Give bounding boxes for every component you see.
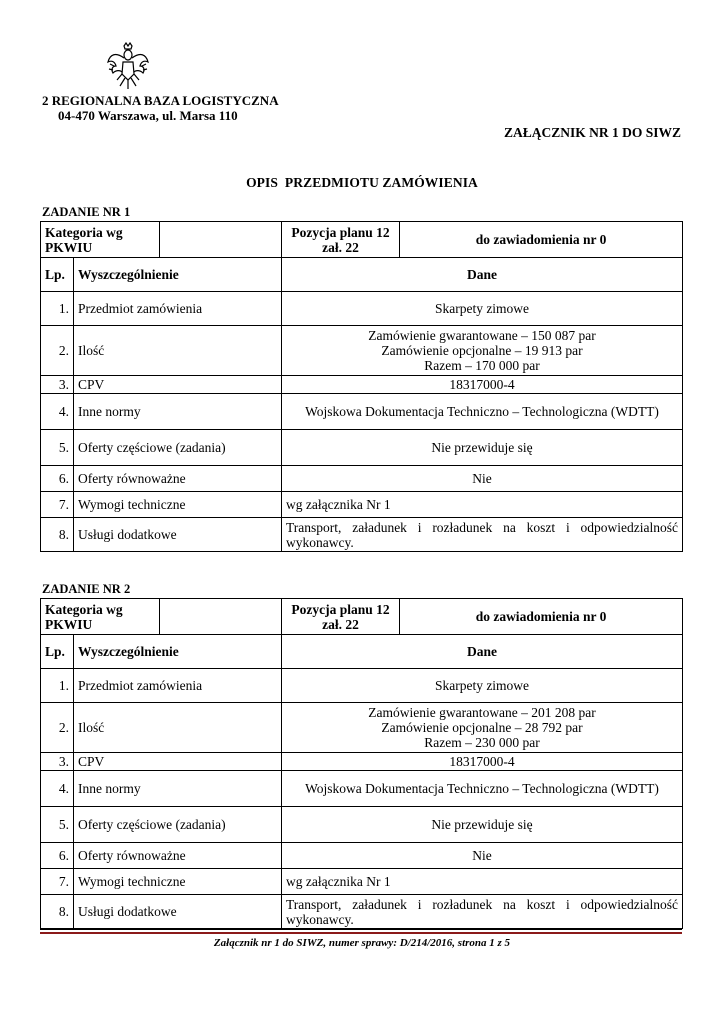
- table-row: [41, 326, 683, 376]
- row-value: 18317000-4: [282, 753, 683, 771]
- table-row: [41, 703, 683, 753]
- row-name: Wymogi techniczne: [74, 869, 282, 895]
- category-value: [160, 599, 282, 635]
- row-name: Inne normy: [74, 771, 282, 807]
- document-title: OPIS PRZEDMIOTU ZAMÓWIENIA: [246, 175, 478, 190]
- row-value: Nie: [282, 843, 683, 869]
- row-value: Skarpety zimowe: [282, 292, 683, 326]
- lp-header: Lp.: [41, 258, 74, 292]
- row-lp: 8.: [41, 895, 74, 929]
- row-value: 18317000-4: [282, 376, 683, 394]
- guaranteed-quantity: Zamówienie gwarantowane – 201 208 par: [368, 705, 596, 720]
- table-row: [41, 869, 683, 895]
- row-name: Przedmiot zamówienia: [74, 292, 282, 326]
- optional-quantity: Zamówienie opcjonalne – 28 792 par: [381, 720, 583, 735]
- data-header: Dane: [282, 635, 683, 669]
- guaranteed-quantity: Zamówienie gwarantowane – 150 087 par: [368, 328, 596, 343]
- table-row: [41, 753, 683, 771]
- table-row: [41, 807, 683, 843]
- row-lp: 7.: [41, 492, 74, 518]
- row-lp: 4.: [41, 771, 74, 807]
- row-name: CPV: [74, 753, 282, 771]
- row-lp: 2.: [41, 703, 74, 753]
- total-quantity: Razem – 170 000 par: [424, 358, 540, 373]
- row-name: Usługi dodatkowe: [74, 518, 282, 552]
- row-value: Nie przewiduje się: [282, 807, 683, 843]
- data-header: Dane: [282, 258, 683, 292]
- plan-position-label: Pozycja planu 12 zał. 22: [282, 599, 400, 635]
- table-row: [41, 466, 683, 492]
- specification-header: Wyszczególnienie: [74, 635, 282, 669]
- row-lp: 3.: [41, 753, 74, 771]
- footer-divider: [40, 929, 682, 930]
- total-quantity: Razem – 230 000 par: [424, 735, 540, 750]
- task-2-label: ZADANIE NR 2: [42, 582, 131, 596]
- row-value: [282, 703, 683, 753]
- task-1-table: [40, 221, 683, 552]
- row-lp: 1.: [41, 292, 74, 326]
- notice-label: do zawiadomienia nr 0: [400, 222, 683, 258]
- row-lp: 2.: [41, 326, 74, 376]
- row-lp: 4.: [41, 394, 74, 430]
- row-name: Przedmiot zamówienia: [74, 669, 282, 703]
- row-value: Wojskowa Dokumentacja Techniczno – Technologiczna (WDTT): [282, 771, 683, 807]
- organization-header: [42, 93, 279, 123]
- specification-header: Wyszczególnienie: [74, 258, 282, 292]
- row-value: [282, 326, 683, 376]
- footer-accent-divider: [40, 932, 682, 934]
- row-lp: 1.: [41, 669, 74, 703]
- optional-quantity: Zamówienie opcjonalne – 19 913 par: [381, 343, 583, 358]
- organization-name: 2 REGIONALNA BAZA LOGISTYCZNA: [42, 93, 279, 108]
- table-row: [41, 771, 683, 807]
- row-value: wg załącznika Nr 1: [282, 492, 683, 518]
- table-row: [41, 492, 683, 518]
- table-row: [41, 843, 683, 869]
- row-value: Wojskowa Dokumentacja Techniczno – Technologiczna (WDTT): [282, 394, 683, 430]
- table-header-row: [41, 222, 683, 258]
- table-row: [41, 895, 683, 929]
- row-name: Oferty częściowe (zadania): [74, 430, 282, 466]
- row-name: CPV: [74, 376, 282, 394]
- plan-position-label: Pozycja planu 12 zał. 22: [282, 222, 400, 258]
- category-label: Kategoria wg PKWIU: [41, 599, 160, 635]
- table-row: [41, 292, 683, 326]
- row-value: Transport, załadunek i rozładunek na koszt i odpowiedzialność wykonawcy.: [282, 518, 683, 552]
- row-lp: 5.: [41, 430, 74, 466]
- polish-eagle-emblem-icon: [106, 42, 150, 92]
- row-lp: 3.: [41, 376, 74, 394]
- organization-address: 04-470 Warszawa, ul. Marsa 110: [58, 108, 238, 123]
- row-value: Nie przewiduje się: [282, 430, 683, 466]
- row-name: Ilość: [74, 703, 282, 753]
- row-name: Inne normy: [74, 394, 282, 430]
- row-name: Wymogi techniczne: [74, 492, 282, 518]
- row-value: wg załącznika Nr 1: [282, 869, 683, 895]
- category-label: Kategoria wg PKWIU: [41, 222, 160, 258]
- table-row: [41, 430, 683, 466]
- task-1-label: ZADANIE NR 1: [42, 205, 131, 219]
- row-value: Skarpety zimowe: [282, 669, 683, 703]
- row-value: Transport, załadunek i rozładunek na koszt i odpowiedzialność wykonawcy.: [282, 895, 683, 929]
- task-2-table: [40, 598, 683, 929]
- column-header-row: [41, 258, 683, 292]
- table-row: [41, 376, 683, 394]
- table-row: [41, 669, 683, 703]
- row-value: Nie: [282, 466, 683, 492]
- row-name: Oferty równoważne: [74, 843, 282, 869]
- column-header-row: [41, 635, 683, 669]
- row-name: Ilość: [74, 326, 282, 376]
- row-lp: 7.: [41, 869, 74, 895]
- row-name: Oferty częściowe (zadania): [74, 807, 282, 843]
- table-row: [41, 394, 683, 430]
- table-header-row: [41, 599, 683, 635]
- table-row: [41, 518, 683, 552]
- category-value: [160, 222, 282, 258]
- notice-label: do zawiadomienia nr 0: [400, 599, 683, 635]
- page-footer: Załącznik nr 1 do SIWZ, numer sprawy: D/214/2016, strona 1 z 5: [213, 937, 511, 949]
- row-name: Usługi dodatkowe: [74, 895, 282, 929]
- annex-label: ZAŁĄCZNIK NR 1 DO SIWZ: [503, 125, 681, 140]
- row-lp: 5.: [41, 807, 74, 843]
- row-name: Oferty równoważne: [74, 466, 282, 492]
- row-lp: 6.: [41, 843, 74, 869]
- row-lp: 6.: [41, 466, 74, 492]
- lp-header: Lp.: [41, 635, 74, 669]
- row-lp: 8.: [41, 518, 74, 552]
